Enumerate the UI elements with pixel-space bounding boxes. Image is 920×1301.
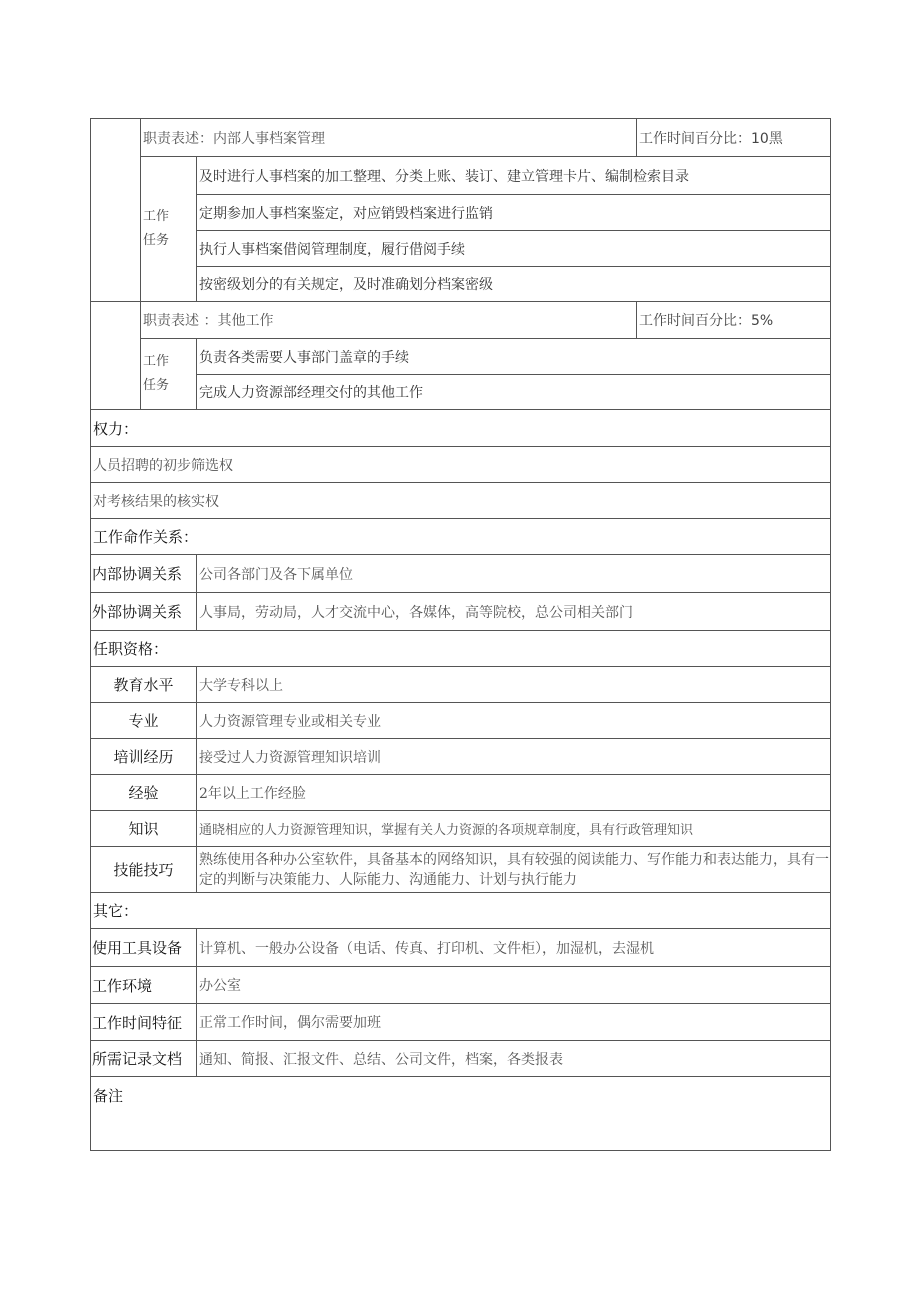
qualification-row: [91, 775, 831, 811]
environment-label: 工作环境: [91, 967, 197, 1004]
other-row: [91, 1041, 831, 1077]
duty2-statement: 职责表述 ：其他工作: [141, 302, 637, 339]
duty1-statement-row: [91, 119, 831, 157]
other-row: [91, 967, 831, 1004]
qualification-row: [91, 667, 831, 703]
major-value: 人力资源管理专业或相关专业: [197, 703, 831, 739]
remarks-header: 备注: [91, 1077, 831, 1115]
work-time-label: 工作时间特征: [91, 1004, 197, 1041]
other-header: 其它：: [91, 893, 831, 929]
knowledge-value: 通晓相应的人力资源管理知识，掌握有关人力资源的各项规章制度，具有行政管理知识: [197, 811, 831, 847]
authority-header: 权力：: [91, 410, 831, 447]
job-description-document: [90, 118, 830, 1151]
qualifications-header-row: [91, 631, 831, 667]
other-row: [91, 929, 831, 967]
authority-item-row: [91, 447, 831, 483]
external-relations-label: 外部协调关系: [91, 593, 197, 631]
duty1-time-percent: 工作时间百分比：10黑: [637, 119, 831, 157]
qualifications-header: 任职资格：: [91, 631, 831, 667]
authority-header-row: [91, 410, 831, 447]
authority-item-row: [91, 483, 831, 519]
relations-header: 工作命作关系：: [91, 519, 831, 555]
education-label: 教育水平: [91, 667, 197, 703]
qualification-row: [91, 847, 831, 893]
duty2-task-2: 完成人力资源部经理交付的其他工作: [197, 375, 831, 410]
experience-label: 经验: [91, 775, 197, 811]
remarks-body[interactable]: [91, 1115, 831, 1151]
authority-item-1: 人员招聘的初步筛选权: [91, 447, 831, 483]
documents-value: 通知、简报、汇报文件、总结、公司文件，档案，各类报表: [197, 1041, 831, 1077]
duty2-task-label-line1: 工作: [143, 354, 170, 369]
duty2-task-row: [91, 339, 831, 375]
duty1-task-3: 执行人事档案借阅管理制度，履行借阅手续: [197, 231, 831, 267]
other-row: [91, 1004, 831, 1041]
duty2-statement-row: [91, 302, 831, 339]
training-value: 接受过人力资源管理知识培训: [197, 739, 831, 775]
other-header-row: [91, 893, 831, 929]
duty1-task-2: 定期参加人事档案鉴定，对应销毁档案进行监销: [197, 195, 831, 231]
documents-label: 所需记录文档: [91, 1041, 197, 1077]
duty1-task-label-line2: 任务: [143, 233, 170, 248]
environment-value: 办公室: [197, 967, 831, 1004]
tools-label: 使用工具设备: [91, 929, 197, 967]
duty2-task-label: [141, 339, 197, 410]
education-value: 大学专科以上: [197, 667, 831, 703]
duty2-time-percent: 工作时间百分比：5%: [637, 302, 831, 339]
external-relations-value: 人事局，劳动局，人才交流中心，各媒体，高等院校，总公司相关部门: [197, 593, 831, 631]
duty1-task-row: [91, 267, 831, 302]
duty1-task-row: [91, 195, 831, 231]
experience-value: 2年以上工作经脸: [197, 775, 831, 811]
skills-value: 熟练使用各种办公室软件，具备基本的网络知识，具有较强的阅读能力、写作能力和表达能力，具有一定的判断与决策能力、人际能力、沟通能力、计划与执行能力: [197, 847, 831, 893]
qualification-row: [91, 703, 831, 739]
duty2-task-row: [91, 375, 831, 410]
skills-label: 技能技巧: [91, 847, 197, 893]
duty1-task-row: [91, 231, 831, 267]
work-time-value: 正常工作时间，偶尔需要加班: [197, 1004, 831, 1041]
duty1-statement: 职责表述：内部人事档案管理: [141, 119, 637, 157]
tools-value: 计算机、一般办公设备（电话、传真、打印机、文件柜），加湿机，去湿机: [197, 929, 831, 967]
duty1-task-label: [141, 157, 197, 302]
duty2-task-1: 负责各类需要人事部门盖章的手续: [197, 339, 831, 375]
remarks-body-row: [91, 1115, 831, 1151]
relations-header-row: [91, 519, 831, 555]
duty2-blank-cell: [91, 302, 141, 410]
duty1-blank-cell: [91, 119, 141, 302]
internal-relations-value: 公司各部门及各下属单位: [197, 555, 831, 593]
relations-row: [91, 593, 831, 631]
duty1-task-row: [91, 157, 831, 195]
duty1-task-label-line1: 工作: [143, 209, 170, 224]
duty2-task-label-line2: 任务: [143, 378, 170, 393]
internal-relations-label: 内部协调关系: [91, 555, 197, 593]
major-label: 专业: [91, 703, 197, 739]
training-label: 培训经历: [91, 739, 197, 775]
duty1-task-1: 及时进行人事档案的加工整理、分类上账、装订、建立管理卡片、编制检索目录: [197, 157, 831, 195]
relations-row: [91, 555, 831, 593]
duty1-task-4: 按密级划分的有关规定，及时准确划分档案密级: [197, 267, 831, 302]
remarks-header-row: [91, 1077, 831, 1115]
qualification-row: [91, 811, 831, 847]
knowledge-label: 知识: [91, 811, 197, 847]
qualification-row: [91, 739, 831, 775]
authority-item-2: 对考核结果的核实权: [91, 483, 831, 519]
job-description-table: [90, 118, 831, 1151]
